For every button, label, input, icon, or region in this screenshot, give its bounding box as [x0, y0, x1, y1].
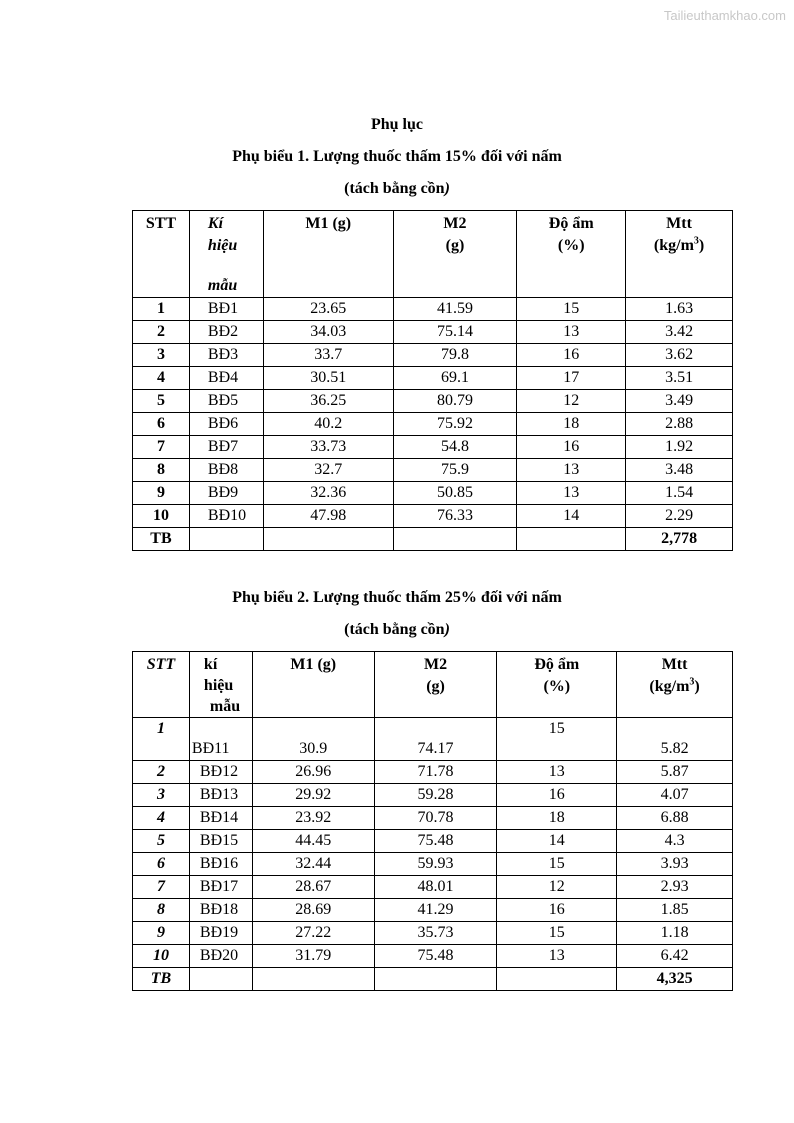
table2-cell-stt: 8: [133, 899, 190, 922]
table1-cell-mtt: 3.62: [626, 344, 733, 367]
table1-cell-m1: 33.73: [263, 436, 393, 459]
table1-cell-sample: BĐ5: [189, 390, 263, 413]
table2-cell-m1: 27.22: [252, 922, 374, 945]
table2-cell-mtt: 4.3: [617, 830, 733, 853]
table2-header-mtt-unit: (kg/m: [649, 678, 690, 695]
table1-cell-sample: BĐ8: [189, 459, 263, 482]
table2-row: [133, 830, 733, 853]
table1-cell-mtt: 1.54: [626, 482, 733, 505]
table2-cell-m2: 75.48: [374, 945, 497, 968]
table1-cell-m2: 54.8: [393, 436, 517, 459]
watermark: Tailieuthamkhao.com: [663, 8, 786, 23]
table1-title: Phụ biểu 1. Lượng thuốc thấm 15% đối với nấm: [232, 148, 562, 165]
table1-cell-m1: 32.7: [263, 459, 393, 482]
table1-row: [133, 390, 733, 413]
table2-average-empty-cell: [374, 968, 497, 991]
table1-row: [133, 459, 733, 482]
table1-cell-mtt: 3.49: [626, 390, 733, 413]
table2-row: [133, 899, 733, 922]
table1-cell-m2: 69.1: [393, 367, 517, 390]
table1-average-value: 2,778: [626, 528, 733, 551]
table1-cell-moisture: 12: [517, 390, 626, 413]
table2-subtitle-close: ): [444, 621, 450, 638]
table1-cell-m2: 79.8: [393, 344, 517, 367]
table2-header-stt: STT: [133, 652, 190, 718]
table2-cell-sample: BĐ18: [189, 899, 252, 922]
table2-header-m2-line1: M2: [423, 656, 448, 673]
table1-cell-stt: 9: [133, 482, 190, 505]
table2-header-row: [133, 652, 733, 718]
table2-cell-moisture: 13: [497, 945, 617, 968]
table1-header-m2: [393, 211, 517, 298]
table2-row: [133, 784, 733, 807]
table1-cell-sample: BĐ9: [189, 482, 263, 505]
table2-cell-m2: 74.17: [374, 718, 497, 761]
table1-subtitle-close: ): [444, 180, 450, 197]
table2-cell-mtt: 2.93: [617, 876, 733, 899]
table1-cell-sample: BĐ10: [189, 505, 263, 528]
table2-cell-mtt: 3.93: [617, 853, 733, 876]
table1-cell-sample: BĐ6: [189, 413, 263, 436]
table2-header-moisture-line2: (%): [543, 678, 571, 695]
table1-header-moisture-line2: (%): [557, 237, 585, 254]
table1-row: [133, 344, 733, 367]
table2-cell-m2: 59.93: [374, 853, 497, 876]
table2-cell-mtt: 6.42: [617, 945, 733, 968]
table2-cell-m2: 41.29: [374, 899, 497, 922]
table2-header-symbol-line1: kí: [203, 656, 218, 673]
table1-header-moisture-line1: Độ ẩm: [548, 215, 594, 232]
table2-cell-sample: BĐ11: [189, 718, 252, 761]
table1-cell-m2: 41.59: [393, 298, 517, 321]
table2-cell-stt: 7: [133, 876, 190, 899]
table1-cell-stt: 4: [133, 367, 190, 390]
table1-cell-m2: 75.9: [393, 459, 517, 482]
table1-cell-m2: 80.79: [393, 390, 517, 413]
table2-cell-mtt: 5.82: [617, 718, 733, 761]
table2-cell-sample: BĐ17: [189, 876, 252, 899]
table1-cell-sample: BĐ3: [189, 344, 263, 367]
table2-average-empty-cell: [189, 968, 252, 991]
table1-subtitle: [0, 180, 794, 198]
table1-cell-m2: 75.14: [393, 321, 517, 344]
table2-cell-stt: 1: [133, 718, 190, 761]
table1-cell-sample: BĐ2: [189, 321, 263, 344]
table1-header-mtt-line2: [626, 235, 732, 257]
table1-cell-stt: 3: [133, 344, 190, 367]
table2-header-mtt-line2: [617, 676, 732, 698]
table2-cell-m1: 32.44: [252, 853, 374, 876]
table2-cell-moisture: 18: [497, 807, 617, 830]
table2-cell-stt: 5: [133, 830, 190, 853]
table1-header-mtt-sup: 3: [693, 235, 699, 247]
table1-header-mtt-unit: (kg/m: [653, 237, 694, 254]
table1-cell-stt: 2: [133, 321, 190, 344]
table1-header-mtt-close: ): [698, 237, 705, 254]
table1-average-label: TB: [133, 528, 190, 551]
table1-cell-stt: 1: [133, 298, 190, 321]
table1-cell-sample: BĐ1: [189, 298, 263, 321]
table1-cell-m2: 75.92: [393, 413, 517, 436]
table1-average-empty-cell: [393, 528, 517, 551]
table1-header-mtt-line1: Mtt: [666, 215, 692, 232]
table1-cell-mtt: 2.88: [626, 413, 733, 436]
table1-cell-m1: 34.03: [263, 321, 393, 344]
table1-header-moisture: [517, 211, 626, 298]
table2-cell-m1: 28.67: [252, 876, 374, 899]
table2-cell-m1: 44.45: [252, 830, 374, 853]
table1-header-m2-line2: (g): [445, 237, 465, 254]
table1-cell-moisture: 13: [517, 482, 626, 505]
table2-cell-sample: BĐ12: [189, 761, 252, 784]
table2-cell-m2: 59.28: [374, 784, 497, 807]
table1-cell-moisture: 16: [517, 344, 626, 367]
table2-average-empty-cell: [252, 968, 374, 991]
table1-header-symbol: [189, 211, 263, 298]
table1-header-symbol-line2: hiệu: [207, 237, 238, 254]
table1-cell-stt: 10: [133, 505, 190, 528]
table1-subtitle-text: (tách bằng cồn: [344, 180, 445, 197]
table1-cell-moisture: 15: [517, 298, 626, 321]
table2-header-symbol: [189, 652, 252, 718]
table2-cell-m1: 26.96: [252, 761, 374, 784]
table1-cell-m1: 33.7: [263, 344, 393, 367]
table2-average-value: 4,325: [617, 968, 733, 991]
table2-header-mtt-close: ): [694, 678, 700, 695]
table1-cell-moisture: 14: [517, 505, 626, 528]
table2-cell-sample: BĐ20: [189, 945, 252, 968]
table1-cell-m1: 32.36: [263, 482, 393, 505]
table1-header-symbol-line3: mẫu: [207, 277, 238, 294]
table2-header-mtt-line1: Mtt: [661, 656, 688, 673]
table2-row: [133, 876, 733, 899]
table2-cell-sample: BĐ14: [189, 807, 252, 830]
table2-header-m2: [374, 652, 497, 718]
table1-cell-stt: 5: [133, 390, 190, 413]
table1-header-symbol-line1: Kí: [207, 215, 224, 232]
table2-row: [133, 922, 733, 945]
table2-title: Phụ biểu 2. Lượng thuốc thấm 25% đối với nấm: [232, 589, 562, 606]
table1-row: [133, 482, 733, 505]
table1-header-stt: STT: [133, 211, 190, 298]
table2-header-m2-line2: (g): [426, 678, 445, 695]
table1-cell-mtt: 3.48: [626, 459, 733, 482]
table1-cell-m1: 47.98: [263, 505, 393, 528]
table2-cell-mtt: 5.87: [617, 761, 733, 784]
table2-subtitle-text: (tách bằng cồn: [344, 621, 445, 638]
table2-cell-stt: 4: [133, 807, 190, 830]
table1-row: [133, 367, 733, 390]
table1-cell-stt: 6: [133, 413, 190, 436]
table2-header-symbol-line2: hiệu: [203, 677, 234, 694]
table2-cell-m2: 70.78: [374, 807, 497, 830]
table1-cell-moisture: 13: [517, 459, 626, 482]
table1-cell-moisture: 17: [517, 367, 626, 390]
table2-cell-m1: 28.69: [252, 899, 374, 922]
table2-cell-moisture: 15: [497, 922, 617, 945]
table1-cell-m1: 36.25: [263, 390, 393, 413]
table2-row: [133, 807, 733, 830]
table2-cell-sample: BĐ16: [189, 853, 252, 876]
table1-cell-m2: 50.85: [393, 482, 517, 505]
table2-cell-mtt: 6.88: [617, 807, 733, 830]
table1-average-row: [133, 528, 733, 551]
table2-average-label: TB: [133, 968, 190, 991]
table2-cell-stt: 9: [133, 922, 190, 945]
table2-average-empty-cell: [497, 968, 617, 991]
table2-cell-moisture: 15: [497, 853, 617, 876]
table2-row: [133, 761, 733, 784]
table1-cell-moisture: 18: [517, 413, 626, 436]
table2-cell-sample: BĐ15: [189, 830, 252, 853]
table1-header-row: [133, 211, 733, 298]
table2-cell-stt: 6: [133, 853, 190, 876]
table2-cell-stt: 3: [133, 784, 190, 807]
table2-cell-m1: 31.79: [252, 945, 374, 968]
table2-cell-moisture: 13: [497, 761, 617, 784]
table1-cell-mtt: 3.42: [626, 321, 733, 344]
table1-cell-moisture: 13: [517, 321, 626, 344]
table1-cell-sample: BĐ7: [189, 436, 263, 459]
table2-cell-moisture: 15: [497, 718, 617, 761]
table1-header-m2-line1: M2: [443, 215, 467, 232]
table2-cell-m2: 75.48: [374, 830, 497, 853]
table1-cell-mtt: 1.63: [626, 298, 733, 321]
table2-header-m1: M1 (g): [252, 652, 374, 718]
table2-cell-m2: 71.78: [374, 761, 497, 784]
table1-row: [133, 436, 733, 459]
table2-cell-m1: 23.92: [252, 807, 374, 830]
table1-cell-m2: 76.33: [393, 505, 517, 528]
table1-cell-mtt: 1.92: [626, 436, 733, 459]
table1-header-mtt: [626, 211, 733, 298]
table2-average-row: [133, 968, 733, 991]
table1-average-empty-cell: [517, 528, 626, 551]
table2-row: [133, 718, 733, 761]
table1-row: [133, 505, 733, 528]
table1-cell-m1: 30.51: [263, 367, 393, 390]
table2-cell-stt: 10: [133, 945, 190, 968]
page-heading: Phụ lục: [370, 116, 423, 133]
table2-cell-moisture: 16: [497, 784, 617, 807]
table1-cell-stt: 8: [133, 459, 190, 482]
table1-cell-m1: 40.2: [263, 413, 393, 436]
table1-cell-mtt: 2.29: [626, 505, 733, 528]
table2-cell-sample: BĐ19: [189, 922, 252, 945]
table2-row: [133, 853, 733, 876]
table2-header-symbol-line3: mẫu: [209, 698, 241, 715]
table2-header-mtt-sup: 3: [689, 676, 695, 688]
table2-cell-m1: 30.9: [252, 718, 374, 761]
table1-cell-stt: 7: [133, 436, 190, 459]
table1-row: [133, 321, 733, 344]
table2-cell-moisture: 16: [497, 899, 617, 922]
table1-row: [133, 298, 733, 321]
table1-average-empty-cell: [263, 528, 393, 551]
table2-cell-m1: 29.92: [252, 784, 374, 807]
table2: [132, 651, 733, 991]
table2-cell-sample: BĐ13: [189, 784, 252, 807]
table2-cell-moisture: 12: [497, 876, 617, 899]
table1-cell-sample: BĐ4: [189, 367, 263, 390]
table2-header-moisture: [497, 652, 617, 718]
table2-cell-m2: 35.73: [374, 922, 497, 945]
table2-cell-moisture: 14: [497, 830, 617, 853]
table2-header-mtt: [617, 652, 733, 718]
table2-row: [133, 945, 733, 968]
table1-cell-m1: 23.65: [263, 298, 393, 321]
table2-cell-m2: 48.01: [374, 876, 497, 899]
table1: [132, 210, 733, 551]
table2-cell-stt: 2: [133, 761, 190, 784]
table1-cell-mtt: 3.51: [626, 367, 733, 390]
table1-header-m1: M1 (g): [263, 211, 393, 298]
table1-average-empty-cell: [189, 528, 263, 551]
table2-subtitle: [0, 621, 794, 639]
table2-header-moisture-line1: Độ ẩm: [534, 656, 580, 673]
table2-cell-mtt: 4.07: [617, 784, 733, 807]
table1-cell-moisture: 16: [517, 436, 626, 459]
table1-row: [133, 413, 733, 436]
table2-cell-mtt: 1.18: [617, 922, 733, 945]
table2-cell-mtt: 1.85: [617, 899, 733, 922]
